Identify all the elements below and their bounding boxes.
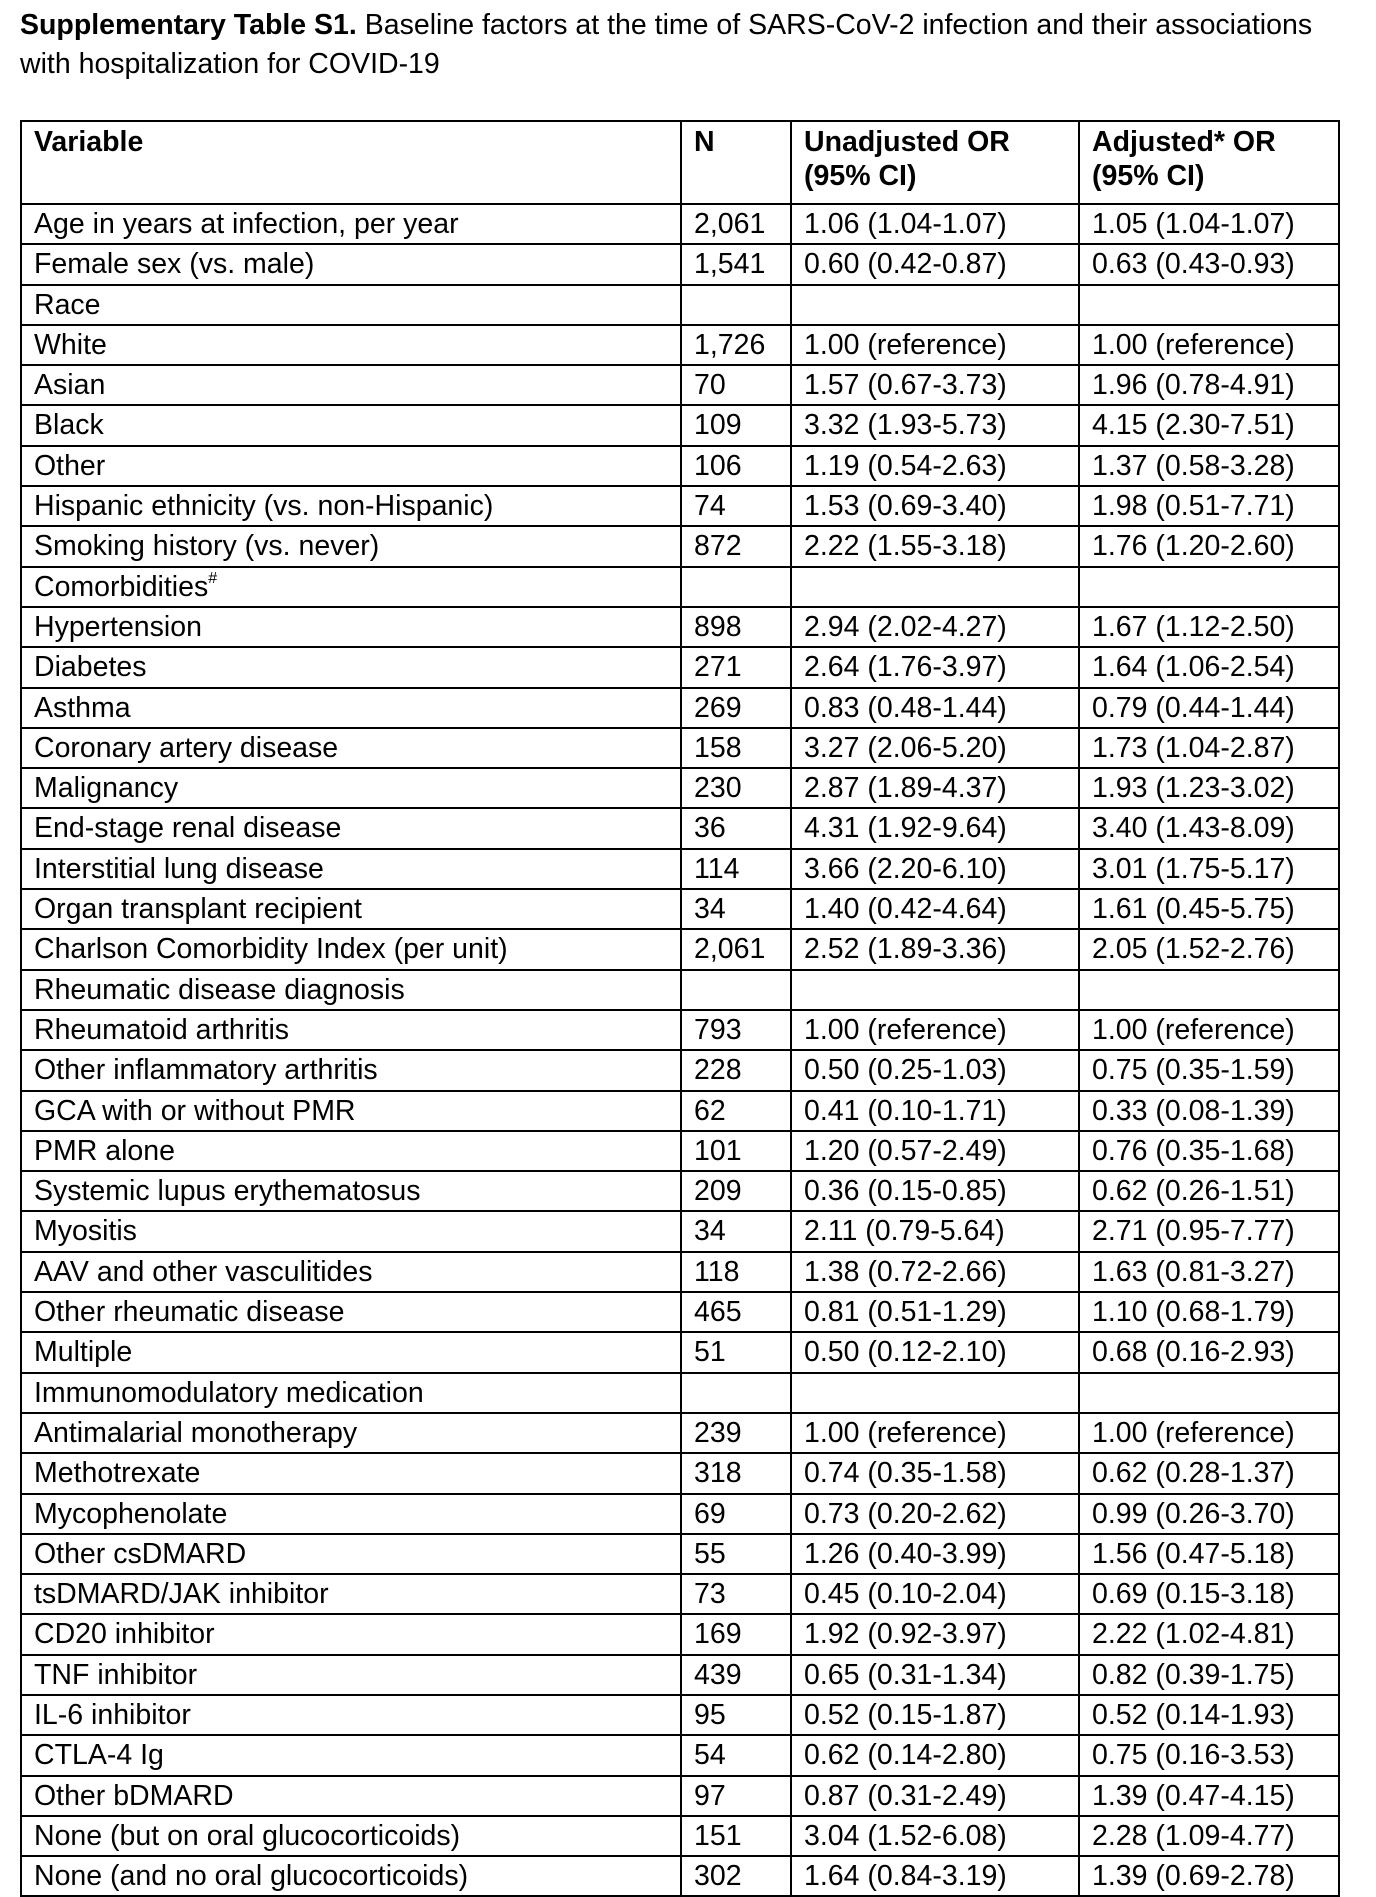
cell-variable xyxy=(21,1332,681,1372)
table-row xyxy=(21,365,1339,405)
cell-variable xyxy=(21,1171,681,1211)
cell-n: 239 xyxy=(681,1413,791,1453)
cell-adjusted-or: 1.00 (reference) xyxy=(1079,325,1339,365)
cell-adjusted-or: 0.76 (0.35-1.68) xyxy=(1079,1131,1339,1171)
cell-unadjusted-or: 0.41 (0.10-1.71) xyxy=(791,1091,1079,1131)
cell-variable xyxy=(21,567,681,607)
cell-unadjusted-or: 1.38 (0.72-2.66) xyxy=(791,1252,1079,1292)
table-row xyxy=(21,768,1339,808)
cell-unadjusted-or: 2.11 (0.79-5.64) xyxy=(791,1211,1079,1251)
table-row xyxy=(21,607,1339,647)
cell-n xyxy=(681,970,791,1010)
cell-variable xyxy=(21,929,681,969)
table-row xyxy=(21,526,1339,566)
cell-unadjusted-or: 1.53 (0.69-3.40) xyxy=(791,486,1079,526)
cell-n: 106 xyxy=(681,446,791,486)
cell-unadjusted-or: 0.36 (0.15-0.85) xyxy=(791,1171,1079,1211)
cell-unadjusted-or xyxy=(791,970,1079,1010)
cell-n: 302 xyxy=(681,1856,791,1896)
cell-unadjusted-or xyxy=(791,567,1079,607)
table-row xyxy=(21,486,1339,526)
cell-adjusted-or xyxy=(1079,970,1339,1010)
cell-adjusted-or: 0.75 (0.35-1.59) xyxy=(1079,1050,1339,1090)
cell-n: 62 xyxy=(681,1091,791,1131)
cell-adjusted-or: 1.56 (0.47-5.18) xyxy=(1079,1534,1339,1574)
cell-variable xyxy=(21,768,681,808)
cell-variable xyxy=(21,849,681,889)
cell-unadjusted-or xyxy=(791,1373,1079,1413)
footnote-marker: # xyxy=(208,570,218,588)
cell-adjusted-or: 1.67 (1.12-2.50) xyxy=(1079,607,1339,647)
variable-label: End-stage renal disease xyxy=(34,812,342,845)
variable-label: Immunomodulatory medication xyxy=(34,1376,424,1409)
cell-n: 34 xyxy=(681,889,791,929)
table-row xyxy=(21,1856,1339,1896)
cell-variable xyxy=(21,1695,681,1735)
cell-n: 54 xyxy=(681,1735,791,1775)
variable-label: Antimalarial monotherapy xyxy=(34,1416,358,1449)
cell-n: 151 xyxy=(681,1816,791,1856)
variable-label: Mycophenolate xyxy=(34,1497,228,1530)
variable-label: Systemic lupus erythematosus xyxy=(34,1175,421,1208)
cell-n: 872 xyxy=(681,526,791,566)
variable-label: tsDMARD/JAK inhibitor xyxy=(34,1578,329,1611)
table-row xyxy=(21,728,1339,768)
table-row xyxy=(21,1655,1339,1695)
cell-unadjusted-or: 0.50 (0.12-2.10) xyxy=(791,1332,1079,1372)
table-row xyxy=(21,889,1339,929)
header-unadjusted: Unadjusted OR (95% CI) xyxy=(791,121,1079,204)
cell-variable xyxy=(21,1252,681,1292)
cell-unadjusted-or: 3.04 (1.52-6.08) xyxy=(791,1816,1079,1856)
table-row xyxy=(21,1332,1339,1372)
supplementary-table xyxy=(20,120,1340,1897)
cell-adjusted-or: 1.05 (1.04-1.07) xyxy=(1079,204,1339,244)
variable-label: AAV and other vasculitides xyxy=(34,1255,373,1288)
variable-label: Charlson Comorbidity Index (per unit) xyxy=(34,933,508,966)
caption-text: Baseline factors at the time of SARS-CoV-2 infection and their associations with hospitalization for COVID-19 xyxy=(20,9,1313,80)
cell-variable xyxy=(21,607,681,647)
cell-n: 271 xyxy=(681,647,791,687)
cell-unadjusted-or: 1.57 (0.67-3.73) xyxy=(791,365,1079,405)
cell-adjusted-or: 0.62 (0.28-1.37) xyxy=(1079,1453,1339,1493)
cell-n: 2,061 xyxy=(681,929,791,969)
cell-unadjusted-or: 0.74 (0.35-1.58) xyxy=(791,1453,1079,1493)
variable-label: Hispanic ethnicity (vs. non-Hispanic) xyxy=(34,490,494,523)
variable-label: Other xyxy=(34,449,106,482)
table-row xyxy=(21,1574,1339,1614)
table-row xyxy=(21,1695,1339,1735)
table-row xyxy=(21,1413,1339,1453)
cell-unadjusted-or: 1.26 (0.40-3.99) xyxy=(791,1534,1079,1574)
table-row xyxy=(21,808,1339,848)
cell-variable xyxy=(21,1614,681,1654)
cell-unadjusted-or: 0.45 (0.10-2.04) xyxy=(791,1574,1079,1614)
table-row xyxy=(21,1453,1339,1493)
cell-n: 1,726 xyxy=(681,325,791,365)
header-variable: Variable xyxy=(21,121,681,204)
cell-n: 169 xyxy=(681,1614,791,1654)
table-row xyxy=(21,446,1339,486)
cell-n: 51 xyxy=(681,1332,791,1372)
cell-adjusted-or: 0.75 (0.16-3.53) xyxy=(1079,1735,1339,1775)
table-row xyxy=(21,647,1339,687)
table-row xyxy=(21,1292,1339,1332)
cell-variable xyxy=(21,325,681,365)
variable-label: Diabetes xyxy=(34,651,147,684)
cell-variable xyxy=(21,1494,681,1534)
cell-adjusted-or: 0.68 (0.16-2.93) xyxy=(1079,1332,1339,1372)
cell-variable xyxy=(21,647,681,687)
table-row xyxy=(21,285,1339,325)
variable-label: Age in years at infection, per year xyxy=(34,208,459,240)
table-caption xyxy=(20,6,1360,84)
cell-adjusted-or: 1.00 (reference) xyxy=(1079,1010,1339,1050)
cell-unadjusted-or: 0.65 (0.31-1.34) xyxy=(791,1655,1079,1695)
cell-variable xyxy=(21,1735,681,1775)
header-n: N xyxy=(681,121,791,204)
variable-label: GCA with or without PMR xyxy=(34,1094,356,1127)
cell-n: 109 xyxy=(681,405,791,445)
cell-unadjusted-or: 1.40 (0.42-4.64) xyxy=(791,889,1079,929)
cell-n: 1,541 xyxy=(681,244,791,284)
table-row xyxy=(21,1534,1339,1574)
cell-unadjusted-or: 1.92 (0.92-3.97) xyxy=(791,1614,1079,1654)
table-row xyxy=(21,567,1339,607)
cell-variable xyxy=(21,446,681,486)
cell-variable xyxy=(21,1091,681,1131)
cell-adjusted-or xyxy=(1079,567,1339,607)
variable-label: Interstitial lung disease xyxy=(34,852,324,885)
cell-adjusted-or: 0.79 (0.44-1.44) xyxy=(1079,688,1339,728)
variable-label: Asthma xyxy=(34,691,131,724)
cell-variable xyxy=(21,405,681,445)
table-row xyxy=(21,1131,1339,1171)
cell-adjusted-or: 1.39 (0.47-4.15) xyxy=(1079,1776,1339,1816)
cell-adjusted-or: 1.73 (1.04-2.87) xyxy=(1079,728,1339,768)
cell-unadjusted-or: 2.87 (1.89-4.37) xyxy=(791,768,1079,808)
cell-adjusted-or: 0.82 (0.39-1.75) xyxy=(1079,1655,1339,1695)
variable-label: Other csDMARD xyxy=(34,1537,247,1570)
cell-n: 101 xyxy=(681,1131,791,1171)
table-row xyxy=(21,1494,1339,1534)
table-row xyxy=(21,1735,1339,1775)
table-row xyxy=(21,1614,1339,1654)
cell-adjusted-or: 1.39 (0.69-2.78) xyxy=(1079,1856,1339,1896)
cell-unadjusted-or: 1.06 (1.04-1.07) xyxy=(791,204,1079,244)
cell-unadjusted-or: 0.62 (0.14-2.80) xyxy=(791,1735,1079,1775)
cell-variable xyxy=(21,808,681,848)
table-row xyxy=(21,1091,1339,1131)
cell-variable xyxy=(21,688,681,728)
cell-n: 269 xyxy=(681,688,791,728)
cell-n: 793 xyxy=(681,1010,791,1050)
cell-n: 318 xyxy=(681,1453,791,1493)
cell-adjusted-or: 2.22 (1.02-4.81) xyxy=(1079,1614,1339,1654)
cell-adjusted-or: 4.15 (2.30-7.51) xyxy=(1079,405,1339,445)
table-row xyxy=(21,849,1339,889)
cell-n: 230 xyxy=(681,768,791,808)
cell-adjusted-or: 1.61 (0.45-5.75) xyxy=(1079,889,1339,929)
variable-label: CTLA-4 Ig xyxy=(34,1739,164,1772)
cell-unadjusted-or: 1.19 (0.54-2.63) xyxy=(791,446,1079,486)
table-row xyxy=(21,1010,1339,1050)
variable-label: Other bDMARD xyxy=(34,1779,234,1812)
cell-adjusted-or: 1.37 (0.58-3.28) xyxy=(1079,446,1339,486)
cell-unadjusted-or: 4.31 (1.92-9.64) xyxy=(791,808,1079,848)
cell-unadjusted-or: 1.00 (reference) xyxy=(791,1413,1079,1453)
cell-n: 465 xyxy=(681,1292,791,1332)
cell-n xyxy=(681,285,791,325)
cell-n: 209 xyxy=(681,1171,791,1211)
cell-unadjusted-or: 0.73 (0.20-2.62) xyxy=(791,1494,1079,1534)
cell-adjusted-or: 2.71 (0.95-7.77) xyxy=(1079,1211,1339,1251)
cell-variable xyxy=(21,1413,681,1453)
cell-n: 228 xyxy=(681,1050,791,1090)
cell-unadjusted-or: 0.50 (0.25-1.03) xyxy=(791,1050,1079,1090)
table-row xyxy=(21,1252,1339,1292)
variable-label: Female sex (vs. male) xyxy=(34,248,315,281)
cell-n: 34 xyxy=(681,1211,791,1251)
cell-adjusted-or: 0.62 (0.26-1.51) xyxy=(1079,1171,1339,1211)
variable-label: PMR alone xyxy=(34,1134,175,1167)
cell-adjusted-or: 1.76 (1.20-2.60) xyxy=(1079,526,1339,566)
table-row xyxy=(21,1050,1339,1090)
variable-label: None (and no oral glucocorticoids) xyxy=(34,1860,469,1893)
cell-adjusted-or: 2.28 (1.09-4.77) xyxy=(1079,1816,1339,1856)
cell-adjusted-or: 3.40 (1.43-8.09) xyxy=(1079,808,1339,848)
cell-unadjusted-or: 0.60 (0.42-0.87) xyxy=(791,244,1079,284)
cell-unadjusted-or: 3.66 (2.20-6.10) xyxy=(791,849,1079,889)
cell-variable xyxy=(21,1211,681,1251)
variable-label: IL-6 inhibitor xyxy=(34,1698,191,1731)
variable-label: Rheumatoid arthritis xyxy=(34,1013,290,1046)
variable-label: None (but on oral glucocorticoids) xyxy=(34,1819,461,1852)
cell-variable xyxy=(21,1534,681,1574)
cell-n: 158 xyxy=(681,728,791,768)
cell-unadjusted-or: 3.32 (1.93-5.73) xyxy=(791,405,1079,445)
cell-variable xyxy=(21,1655,681,1695)
cell-adjusted-or: 0.63 (0.43-0.93) xyxy=(1079,244,1339,284)
cell-variable xyxy=(21,1373,681,1413)
table-row xyxy=(21,688,1339,728)
table-row xyxy=(21,325,1339,365)
cell-unadjusted-or: 0.81 (0.51-1.29) xyxy=(791,1292,1079,1332)
table-row xyxy=(21,244,1339,284)
cell-adjusted-or: 3.01 (1.75-5.17) xyxy=(1079,849,1339,889)
variable-label: Multiple xyxy=(34,1336,133,1369)
variable-label: Methotrexate xyxy=(34,1457,201,1490)
cell-variable xyxy=(21,1131,681,1171)
cell-unadjusted-or: 1.00 (reference) xyxy=(791,1010,1079,1050)
caption-label: Supplementary Table S1. xyxy=(20,9,357,41)
variable-label: Race xyxy=(34,288,101,321)
cell-unadjusted-or: 1.64 (0.84-3.19) xyxy=(791,1856,1079,1896)
table-row xyxy=(21,970,1339,1010)
cell-adjusted-or: 1.93 (1.23-3.02) xyxy=(1079,768,1339,808)
cell-adjusted-or xyxy=(1079,285,1339,325)
cell-adjusted-or: 0.99 (0.26-3.70) xyxy=(1079,1494,1339,1534)
cell-variable xyxy=(21,889,681,929)
cell-variable xyxy=(21,244,681,284)
cell-n: 70 xyxy=(681,365,791,405)
cell-adjusted-or: 1.96 (0.78-4.91) xyxy=(1079,365,1339,405)
variable-label: Organ transplant recipient xyxy=(34,893,362,926)
cell-unadjusted-or xyxy=(791,285,1079,325)
cell-unadjusted-or: 2.94 (2.02-4.27) xyxy=(791,607,1079,647)
variable-label: Myositis xyxy=(34,1215,137,1248)
cell-n: 74 xyxy=(681,486,791,526)
cell-unadjusted-or: 1.00 (reference) xyxy=(791,325,1079,365)
cell-adjusted-or: 2.05 (1.52-2.76) xyxy=(1079,929,1339,969)
cell-n: 439 xyxy=(681,1655,791,1695)
variable-label: TNF inhibitor xyxy=(34,1658,198,1691)
cell-adjusted-or: 1.00 (reference) xyxy=(1079,1413,1339,1453)
cell-n: 97 xyxy=(681,1776,791,1816)
table-row xyxy=(21,1776,1339,1816)
variable-label: Coronary artery disease xyxy=(34,731,339,764)
cell-unadjusted-or: 0.87 (0.31-2.49) xyxy=(791,1776,1079,1816)
cell-variable xyxy=(21,285,681,325)
cell-unadjusted-or: 3.27 (2.06-5.20) xyxy=(791,728,1079,768)
table-row xyxy=(21,1373,1339,1413)
cell-unadjusted-or: 2.22 (1.55-3.18) xyxy=(791,526,1079,566)
cell-adjusted-or: 0.69 (0.15-3.18) xyxy=(1079,1574,1339,1614)
variable-label: Rheumatic disease diagnosis xyxy=(34,973,405,1006)
cell-variable xyxy=(21,1453,681,1493)
variable-label: Black xyxy=(34,409,104,442)
cell-adjusted-or xyxy=(1079,1373,1339,1413)
table-row xyxy=(21,1211,1339,1251)
header-adjusted: Adjusted* OR (95% CI) xyxy=(1079,121,1339,204)
table-row xyxy=(21,405,1339,445)
cell-unadjusted-or: 2.52 (1.89-3.36) xyxy=(791,929,1079,969)
cell-adjusted-or: 0.33 (0.08-1.39) xyxy=(1079,1091,1339,1131)
cell-variable xyxy=(21,204,681,244)
variable-label: Comorbidities xyxy=(34,570,209,603)
cell-unadjusted-or: 1.20 (0.57-2.49) xyxy=(791,1131,1079,1171)
table-row xyxy=(21,204,1339,244)
cell-n: 36 xyxy=(681,808,791,848)
cell-adjusted-or: 1.64 (1.06-2.54) xyxy=(1079,647,1339,687)
table-row xyxy=(21,929,1339,969)
cell-n: 55 xyxy=(681,1534,791,1574)
table-row xyxy=(21,1171,1339,1211)
cell-n: 118 xyxy=(681,1252,791,1292)
cell-adjusted-or: 1.98 (0.51-7.71) xyxy=(1079,486,1339,526)
variable-label: Smoking history (vs. never) xyxy=(34,530,380,563)
cell-variable xyxy=(21,1010,681,1050)
variable-label: Asian xyxy=(34,369,106,402)
cell-n: 69 xyxy=(681,1494,791,1534)
cell-variable xyxy=(21,1050,681,1090)
cell-variable xyxy=(21,1292,681,1332)
cell-variable xyxy=(21,1816,681,1856)
variable-label: Other rheumatic disease xyxy=(34,1296,345,1329)
cell-variable xyxy=(21,970,681,1010)
cell-variable xyxy=(21,1574,681,1614)
cell-n: 95 xyxy=(681,1695,791,1735)
cell-unadjusted-or: 0.83 (0.48-1.44) xyxy=(791,688,1079,728)
table-body xyxy=(21,204,1339,1896)
cell-n: 898 xyxy=(681,607,791,647)
variable-label: CD20 inhibitor xyxy=(34,1618,215,1651)
cell-n: 2,061 xyxy=(681,204,791,244)
cell-adjusted-or: 0.52 (0.14-1.93) xyxy=(1079,1695,1339,1735)
cell-n xyxy=(681,567,791,607)
header-row xyxy=(21,121,1339,204)
cell-variable xyxy=(21,728,681,768)
cell-n xyxy=(681,1373,791,1413)
cell-variable xyxy=(21,1776,681,1816)
variable-label: Other inflammatory arthritis xyxy=(34,1054,378,1087)
cell-n: 73 xyxy=(681,1574,791,1614)
cell-variable xyxy=(21,1856,681,1896)
cell-unadjusted-or: 0.52 (0.15-1.87) xyxy=(791,1695,1079,1735)
cell-unadjusted-or: 2.64 (1.76-3.97) xyxy=(791,647,1079,687)
variable-label: Hypertension xyxy=(34,610,202,643)
cell-variable xyxy=(21,365,681,405)
variable-label: Malignancy xyxy=(34,772,179,805)
cell-adjusted-or: 1.63 (0.81-3.27) xyxy=(1079,1252,1339,1292)
cell-n: 114 xyxy=(681,849,791,889)
table-row xyxy=(21,1816,1339,1856)
cell-adjusted-or: 1.10 (0.68-1.79) xyxy=(1079,1292,1339,1332)
cell-variable xyxy=(21,526,681,566)
variable-label: White xyxy=(34,328,107,361)
cell-variable xyxy=(21,486,681,526)
